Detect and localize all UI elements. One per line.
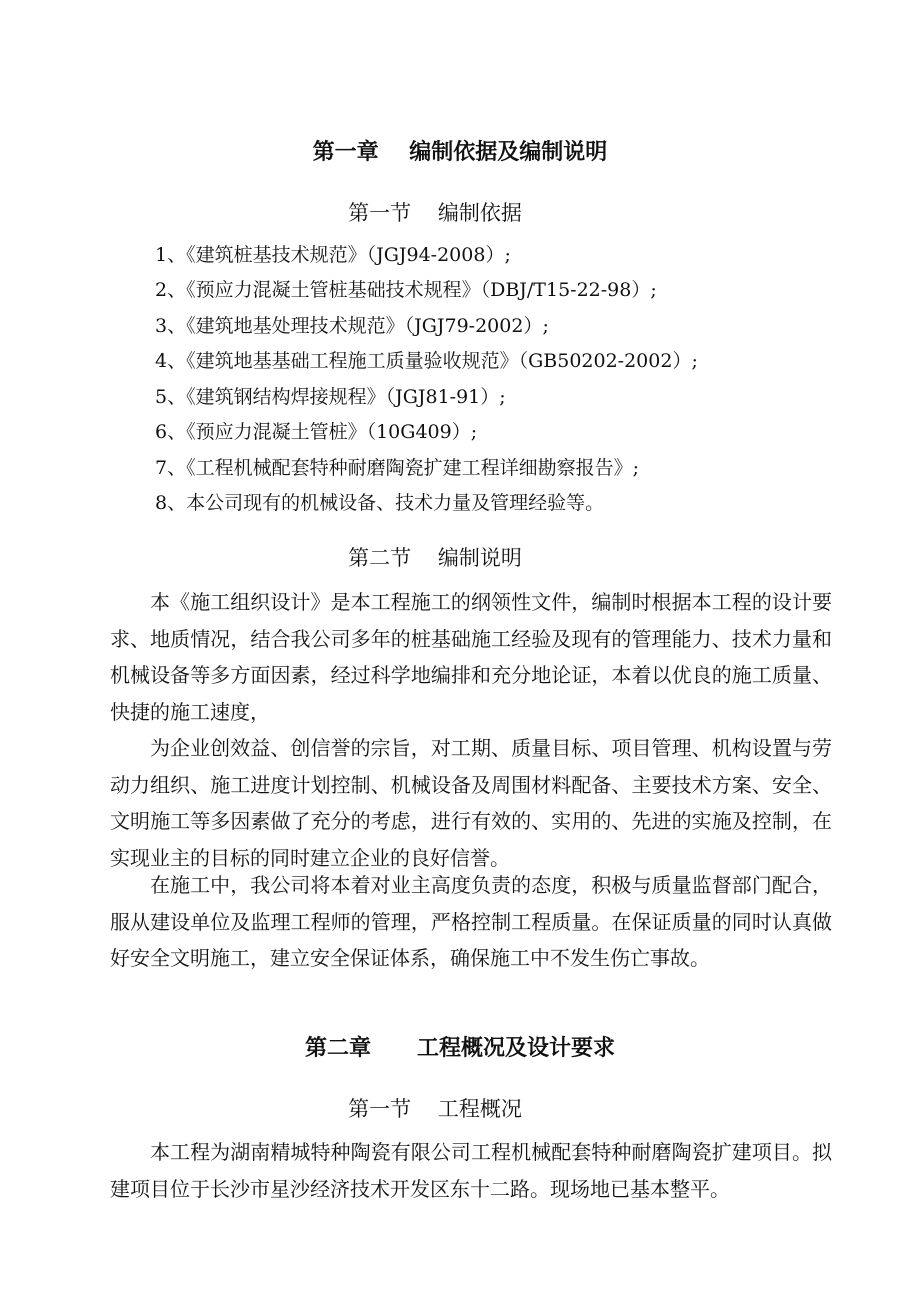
- chapter-2-section-1-title: 第一节 工程概况: [348, 1097, 522, 1121]
- paragraph-1: 本《施工组织设计》是本工程施工的纲领性文件，编制时根据本工程的设计要求、地质情况，结合我公司多年的桩基础施工经验及现有的管理能力、技术力量和机械设备等多方面因素，经过科学地编排和充分地论证，本着以优良的施工质量、快捷的施工速度，: [110, 590, 832, 724]
- reference-item-2: 2、《预应力混凝土管桩基础技术规程》（DBJ/T15-22-98）;: [155, 279, 657, 301]
- paragraph-2: 为企业创效益、创信誉的宗旨，对工期、质量目标、项目管理、机构设置与劳动力组织、施工进度计划控制、机械设备及周围材料配备、主要技术方案、安全、文明施工等多因素做了充分的考虑，进行有效的、实用的、先进的实施及控制，在实现业主的目标的同时建立企业的良好信誉。: [110, 736, 832, 870]
- reference-item-6: 6、《预应力混凝土管桩》（10G409）;: [155, 421, 478, 443]
- chapter-2-title: 第二章 工程概况及设计要求: [305, 1035, 615, 1061]
- chapter-1-section-2-title: 第二节 编制说明: [348, 546, 522, 570]
- reference-item-7: 7、《工程机械配套特种耐磨陶瓷扩建工程详细勘察报告》;: [155, 457, 639, 479]
- reference-item-1: 1、《建筑桩基技术规范》（JGJ94-2008）;: [155, 244, 511, 266]
- reference-item-8: 8、本公司现有的机械设备、技术力量及管理经验等。: [155, 492, 605, 514]
- chapter-1-title: 第一章 编制依据及编制说明: [312, 139, 608, 165]
- paragraph-4: 本工程为湖南精城特种陶瓷有限公司工程机械配套特种耐磨陶瓷扩建项目。拟建项目位于长沙市星沙经济技术开发区东十二路。现场地已基本整平。: [110, 1140, 832, 1201]
- reference-item-4: 4、《建筑地基基础工程施工质量验收规范》（GB50202-2002）;: [155, 350, 698, 372]
- paragraph-3: 在施工中，我公司将本着对业主高度负责的态度，积极与质量监督部门配合，服从建设单位及监理工程师的管理，严格控制工程质量。在保证质量的同时认真做好安全文明施工，建立安全保证体系，确保施工中不发生伤亡事故。: [110, 873, 832, 970]
- reference-item-3: 3、《建筑地基处理技术规范》（JGJ79-2002）;: [155, 315, 549, 337]
- reference-item-5: 5、《建筑钢结构焊接规程》（JGJ81-91）;: [155, 386, 506, 408]
- chapter-1-section-1-title: 第一节 编制依据: [348, 201, 522, 225]
